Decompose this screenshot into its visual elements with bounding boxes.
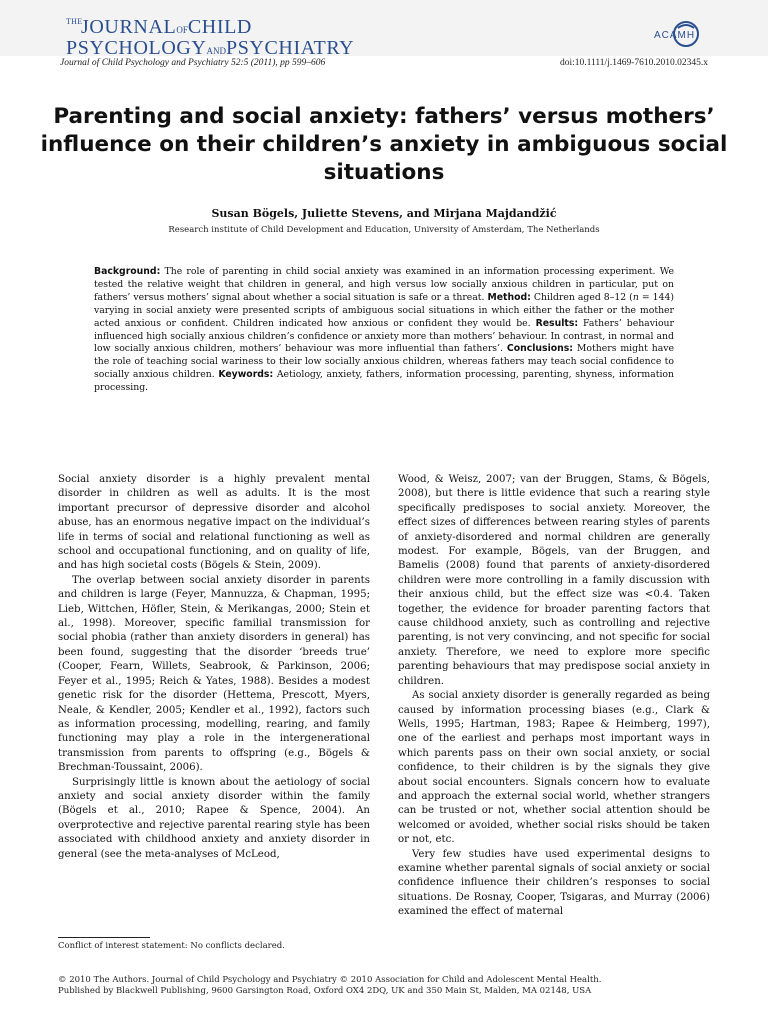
journal-title-word: AND	[206, 46, 226, 56]
article-title: Parenting and social anxiety: fathers’ versus mothers’ influence on their children’s anxiety in ambiguous social situations	[40, 104, 728, 185]
abstract-background: The role of parenting in child social anxiety was examined in an information processing experiment. We tested the relative weight that children in general, and high versus low socially anxious children in particular, put on fathers’ versus mothers’ signal about whether a social situation is safe or a threat.	[94, 266, 674, 303]
abstract-keywords: Aetiology, anxiety, fathers, information processing, parenting, shyness, information processing.	[94, 369, 675, 394]
body-column-left	[58, 473, 370, 862]
body-paragraph: As social anxiety disorder is generally regarded as being caused by information processing biases (e.g., Clark & Wells, 1995; Hartman, 1983; Rapee & Heimberg, 1997), one of the earliest and perhaps most important ways in which parents pass on their own social anxiety, or social confidence, to their children is by the signals they give about social encounters. Signals concern how to evaluate and approach the external social world, whether strangers can be trusted or not, whether social attention should be welcomed or avoided, whether social risks should be taken or not, etc.	[398, 690, 710, 846]
journal-title-word: JOURNAL	[81, 16, 177, 38]
abstract-conclusions-label: Conclusions:	[506, 343, 574, 355]
journal-masthead	[0, 0, 768, 59]
body-paragraph: Surprisingly little is known about the aetiology of social anxiety and social anxiety disorder within the family (Bögels et al., 2010; Rapee & Spence, 2004). An overprotective and rejective parental rearing style has been associated with childhood anxiety and anxiety disorder in general (see the meta-analyses of McLeod,	[58, 776, 370, 860]
journal-title-word: PSYCHOLOGY	[66, 37, 207, 59]
abstract-method: = 144) varying in social anxiety were presented scripts of ambiguous social situations in which either the father or the mother acted anxious or confident. Children indicated how anxious or confident they would be.	[94, 291, 674, 329]
running-head-doi: doi:10.1111/j.1469-7610.2010.02345.x	[559, 58, 708, 68]
abstract-results-label: Results:	[535, 317, 579, 329]
journal-title-the: THE	[66, 17, 83, 26]
journal-title-word: CHILD	[187, 16, 252, 38]
body-paragraph: Wood, & Weisz, 2007; van der Bruggen, Stams, & Bögels, 2008), but there is little evidence that such a rearing style specifically predisposes to social anxiety. Moreover, the effect sizes of differences between rearing styles of parents of anxiety-disordered and normal children are generally modest. For example, Bögels, van der Bruggen, and Bamelis (2008) found that parents of anxiety-disordered children were more controlling in a family discussion with their anxious child, but the effect size was <0.4. Taken together, the evidence for broader parenting factors that cause childhood anxiety, such as controlling and rejective parenting, is not very convincing, and not specific for social anxiety. Therefore, we need to explore more specific parenting behaviours that may predispose social anxiety in children.	[398, 474, 710, 687]
footnote-divider	[58, 937, 150, 938]
body-paragraph: The overlap between social anxiety disorder in parents and children is large (Feyer, Mannuzza, & Chapman, 1995; Lieb, Wittchen, Höfler, Stein, & Merikangas, 2000; Stein et al., 1998). Moreover, specific familial transmission for social phobia (rather than anxiety disorders in general) has been found, suggesting that the disorder ‘breeds true’ (Cooper, Fearn, Willets, Seabrook, & Parkinson, 2006; Feyer et al., 1995; Reich & Yates, 1988). Besides a modest genetic risk for the disorder (Hettema, Prescott, Myers, Neale, & Kendler, 2005; Kendler et al., 1992), factors such as information processing, modelling, rearing, and family functioning may play a role in the intergenerational transmission from parents to offspring (e.g., Bögels & Brechman-Toussaint, 2006).	[58, 574, 370, 774]
footnote-conflict: Conflict of interest statement: No conflicts declared.	[58, 941, 285, 951]
publisher-line: Published by Blackwell Publishing, 9600 Garsington Road, Oxford OX4 2DQ, UK and 350 Main St, Malden, MA 02148, USA	[58, 986, 592, 996]
journal-title-word: OF	[176, 25, 188, 35]
journal-logo-title	[66, 17, 354, 58]
body-column-right	[398, 473, 710, 920]
abstract-results: Fathers’ behaviour influenced high socially anxious children’s confidence or anxiety more than mothers’ behaviour. In contrast, in normal and low socially anxious children, mothers’ behaviour was more influential than fathers’.	[94, 317, 674, 355]
abstract	[94, 266, 674, 395]
abstract-method-label: Method:	[487, 291, 531, 303]
abstract-method-n: n	[632, 291, 639, 303]
running-head-citation: Journal of Child Psychology and Psychiatry 52:5 (2011), pp 599–606	[60, 58, 326, 68]
body-paragraph: Social anxiety disorder is a highly prevalent mental disorder in children as well as adults. It is the most important precursor of depressive disorder and alcohol abuse, has an enormous negative impact on the individual’s life in terms of social and relational functioning as well as school and occupational functioning, and on quality of life, and has high societal costs (Bögels & Stein, 2009).	[58, 474, 370, 572]
abstract-method: Children aged 8–12 (	[530, 291, 633, 303]
copyright-line: © 2010 The Authors. Journal of Child Psychology and Psychiatry © 2010 Association for Child and Adolescent Mental Health.	[58, 975, 602, 985]
abstract-background-label: Background:	[94, 266, 161, 277]
copyright-footer	[58, 975, 718, 997]
acamh-logo-text: ACAMH	[654, 30, 696, 41]
article-authors: Susan Bögels, Juliette Stevens, and Mirjana Majdandžić	[211, 207, 557, 220]
body-paragraph: Very few studies have used experimental designs to examine whether parental signals of social anxiety or social confidence influence their children’s responses to social situations. De Rosnay, Cooper, Tsigaras, and Murray (2006) examined the effect of maternal	[398, 848, 710, 918]
article-affiliation: Research institute of Child Development and Education, University of Amsterdam, The Netherlands	[168, 225, 600, 235]
journal-title-word: PSYCHIATRY	[225, 37, 355, 59]
abstract-keywords-label: Keywords:	[218, 369, 274, 381]
abstract-conclusions: Mothers might have the role of teaching social wariness to their low socially anxious children, whereas fathers may teach social confidence to socially anxious children.	[94, 343, 675, 381]
